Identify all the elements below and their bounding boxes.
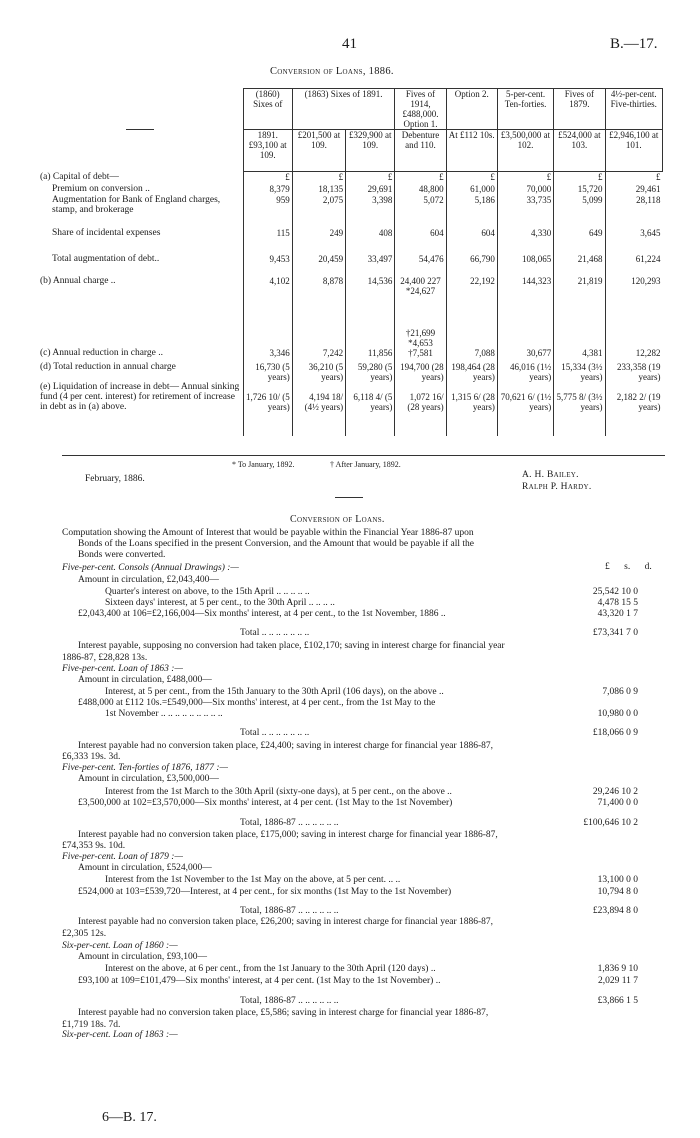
computation-amount: £3,866 1 5 [594,996,638,1007]
table-cell: 120,293 [605,270,662,324]
table-cell: 604 [395,228,446,248]
footnote-star: * To January, 1892. [232,460,295,469]
computation-line: Five-per-cent. Consols (Annual Drawings) :— [62,563,239,573]
computation-line: Interest on the above, at 6 per cent., from the 1st January to the 30th April (120 days) .. [105,964,436,974]
table-cell: 3,645 [605,228,662,248]
computation-line: £3,500,000 at 102=£3,570,000—Six months' interest, at 4 per cent. (1st May to the 1st November) [78,798,453,808]
col-head-6: 5-per-cent. Ten-forties. [497,89,553,130]
computation-line: Five-per-cent. Ten-forties of 1876, 1877 :— [62,763,228,773]
lsd-header: £ s. d. [605,562,652,572]
table-cell: 16,730 (5 years) [243,358,292,382]
computation-line: £488,000 at £112 10s.=£549,000—Six months' interest, at 4 per cent., from the 1st May to the [78,698,436,708]
computation-intro: Computation showing the Amount of Interest that would be payable within the Financial Year 1886-87 upon [62,528,474,538]
currency-symbol: £ [446,172,497,184]
col-sub-1: 1891. £93,100 at 109. [243,130,292,172]
row-label-premium: Premium on conversion .. [52,183,150,194]
col-sub-4: Debenture and 110. [395,130,446,172]
currency-symbol: £ [292,172,345,184]
computation-line: Interest from the 1st March to the 30th April (sixty-one days), at 5 per cent., on the above .. [105,787,452,797]
table-bottom-rule [62,455,665,456]
table-cell: 198,464 (28 years) [446,358,497,382]
computation-line: Quarter's interest on above, to the 15th April .. .. .. .. .. [105,587,310,597]
computation-line: Interest payable had no conversion taken place, £26,200; saving in interest charge for financial year 1886-87, [78,917,494,927]
computation-line: Six-per-cent. Loan of 1863 :— [62,1030,178,1040]
table-cell: 61,224 [605,248,662,270]
row-label-liquidation: (e) Liquidation of increase in debt— Annual sinking fund (4 per cent. interest) for retirement of increase in debt as in (a) above. [40,381,240,412]
table-cell: 5,099 [554,195,605,228]
table-cell: 959 [243,195,292,228]
computation-amount: 25,542 10 0 [589,587,638,598]
table-cell: 604 [446,228,497,248]
table-cell: 4,330 [497,228,553,248]
table-cell: 36,210 (5 years) [292,358,345,382]
computation-line: £6,333 19s. 3d. [62,752,121,762]
computation-line: Five-per-cent. Loan of 1863 :— [62,664,183,674]
currency-symbol: £ [243,172,292,184]
table-cell: 1,726 10/ (5 years) [243,382,292,436]
computation-amount: 2,029 11 7 [594,976,638,987]
table-cell: 1,315 6/ (28 years) [446,382,497,436]
table-cell: 70,000 [497,184,553,195]
computation-line: Sixteen days' interest, at 5 per cent., to the 30th April .. .. .. .. [105,598,335,608]
computation-line: Interest from the 1st November to the 1st May on the above, at 5 per cent. .. .. [105,875,401,885]
computation-amount: 10,794 8 0 [594,887,638,898]
computation-line: Interest payable, supposing no conversion had taken place, £102,170; saving in interest charge for financial year [78,641,505,651]
col-head-4: Fives of 1914, £488,000. Option 1. [395,89,446,130]
table-cell: 14,536 [346,270,395,324]
computation-line: £524,000 at 103=£539,720—Interest, at 4 per cent., for six months (1st May to the 1st November) [78,887,452,897]
table-cell: 28,118 [605,195,662,228]
table-cell: 649 [554,228,605,248]
table-cell: 4,194 18/ (4½ years) [292,382,345,436]
computation-line: Interest payable had no conversion taken place, £5,586; saving in interest charge for financial year 1886-87, [78,1008,489,1018]
table-cell: 21,819 [554,270,605,324]
table-cell: 2,075 [292,195,345,228]
computation-line: Total .. .. .. .. .. .. .. [240,728,310,738]
document-reference: B.—17. [610,36,658,52]
computation-line: £74,353 9s. 10d. [62,841,126,851]
table-cell: 5,775 8/ (3½ years) [554,382,605,436]
computation-amount: 10,980 0 0 [594,709,638,720]
table-title: Conversion of Loans, 1886. [270,66,394,77]
table-cell: 4,381 [554,324,605,358]
computation-line: Interest payable had no conversion taken place, £24,400; saving in interest charge for financial year 1886-87, [78,741,494,751]
report-date: February, 1886. [85,474,145,484]
computation-amount: £100,646 10 2 [579,818,638,829]
computation-title: Conversion of Loans. [290,514,385,525]
computation-intro: Bonds of the Loans specified in the present Conversion, and the Amount that would be payable if all the [78,539,475,549]
table-cell: 408 [346,228,395,248]
col-head-5: Option 2. [446,89,497,130]
computation-line: Five-per-cent. Loan of 1879 :— [62,852,183,862]
table-cell: 144,323 [497,270,553,324]
computation-line: Total .. .. .. .. .. .. .. [240,628,310,638]
row-label-total-augmentation: Total augmentation of debt.. [52,253,160,264]
table-cell: 5,072 [395,195,446,228]
table-cell: 46,016 (1½ years) [497,358,553,382]
table-cell: †21,699 *4,653 †7,581 [395,324,446,358]
table-cell: 12,282 [605,324,662,358]
computation-line: Amount in circulation, £3,500,000— [78,774,219,784]
table-cell: 4,102 [243,270,292,324]
computation-amount: 7,086 0 9 [598,687,638,698]
computation-amount: £23,894 8 0 [589,906,638,917]
table-cell: 9,453 [243,248,292,270]
table-cell: 1,072 16/ (28 years) [395,382,446,436]
col-head-7: Fives of 1879. [554,89,605,130]
table-cell: 15,334 (3½ years) [554,358,605,382]
currency-symbol: £ [346,172,395,184]
table-cell: 66,790 [446,248,497,270]
table-cell: 6,118 4/ (5 years) [346,382,395,436]
table-cell: 24,400 227 *24,627 [395,270,446,324]
table-cell: 70,621 6/ (1½ years) [497,382,553,436]
col-sub-8: £2,946,100 at 101. [605,130,662,172]
computation-amount: 29,246 10 2 [589,787,638,798]
currency-symbol: £ [605,172,662,184]
computation-amount: 13,100 0 0 [594,875,638,886]
table-cell: 5,186 [446,195,497,228]
computation-line: Total, 1886-87 .. .. .. .. .. .. [240,818,339,828]
row-label-augmentation: Augmentation for Bank of England charges, stamp, and brokerage [52,194,221,215]
row-label-total-reduction: (d) Total reduction in annual charge [40,361,176,372]
table-cell: 29,461 [605,184,662,195]
table-cell: 29,691 [346,184,395,195]
table-cell: 3,346 [243,324,292,358]
table-cell: 18,135 [292,184,345,195]
computation-amount: 43,320 1 7 [594,609,638,620]
signatory-2: Ralph P. Hardy. [522,482,592,492]
table-cell: 22,192 [446,270,497,324]
table-cell: 15,720 [554,184,605,195]
table-cell: 108,065 [497,248,553,270]
table-cell: 8,878 [292,270,345,324]
table-cell: 33,497 [346,248,395,270]
currency-symbol: £ [395,172,446,184]
computation-line: £2,043,400 at 106=£2,166,004—Six months' interest, at 4 per cent., to the 1st November, 1886 .. [78,609,446,619]
computation-line: Amount in circulation, £488,000— [78,675,212,685]
table-cell: 2,182 2/ (19 years) [605,382,662,436]
table-cell: 8,379 [243,184,292,195]
table-cell: 21,468 [554,248,605,270]
row-label-annual-reduction: (c) Annual reduction in charge .. [40,347,164,358]
col-sub-6: £3,500,000 at 102. [497,130,553,172]
computation-amount: 4,478 15 5 [594,598,638,609]
section-divider [335,497,363,498]
currency-symbol: £ [497,172,553,184]
col-head-1: (1860) Sixes of [243,89,292,130]
col-sub-7: £524,000 at 103. [554,130,605,172]
col-sub-5: At £112 10s. [446,130,497,172]
table-cell: 233,358 (19 years) [605,358,662,382]
computation-line: £2,305 12s. [62,929,107,939]
table-cell: 249 [292,228,345,248]
table-cell: 33,735 [497,195,553,228]
computation-line: £1,719 18s. 7d. [62,1020,121,1030]
computation-line: Amount in circulation, £524,000— [78,863,212,873]
footnote-dagger: † After January, 1892. [330,460,401,469]
computation-line: Interest payable had no conversion taken place, £175,000; saving in interest charge for financial year 1886-87, [78,830,498,840]
computation-amount: £18,066 0 9 [589,728,638,739]
computation-amount: 1,836 9 10 [594,964,638,975]
table-cell: 3,398 [346,195,395,228]
table-cell: 115 [243,228,292,248]
computation-line: Total, 1886-87 .. .. .. .. .. .. [240,906,339,916]
col-head-8: 4½-per-cent. Five-thirties. [605,89,662,130]
table-cell: 7,242 [292,324,345,358]
computation-line: Amount in circulation, £93,100— [78,952,208,962]
row-label-capital: (a) Capital of debt— [40,171,119,182]
table-cell: 20,459 [292,248,345,270]
table-cell: 194,700 (28 years) [395,358,446,382]
page-footer-signature: 6—B. 17. [102,1110,157,1125]
table-cell: 54,476 [395,248,446,270]
computation-line: Interest, at 5 per cent., from the 15th January to the 30th April (106 days), on the above .. [105,687,444,697]
computation-line: Total, 1886-87 .. .. .. .. .. .. [240,996,339,1006]
table-cell: 59,280 (5 years) [346,358,395,382]
col-sub-3: £329,900 at 109. [346,130,395,172]
currency-symbol: £ [554,172,605,184]
computation-amount: £73,341 7 0 [589,628,638,639]
computation-line: Amount in circulation, £2,043,400— [78,575,219,585]
row-label-annual-charge: (b) Annual charge .. [40,275,116,286]
row-label-incidental: Share of incidental expenses [52,227,161,238]
col-head-2: (1863) Sixes of 1891. [292,89,395,130]
table-cell: 30,677 [497,324,553,358]
computation-line: 1886-87, £28,828 13s. [62,653,148,663]
signatory-1: A. H. Bailey. [522,470,579,480]
conversion-table [38,88,663,436]
computation-amount: 71,400 0 0 [594,798,638,809]
col-sub-2: £201,500 at 109. [292,130,345,172]
computation-intro: Bonds were converted. [78,550,166,560]
computation-line: Six-per-cent. Loan of 1860 :— [62,941,178,951]
table-cell: 48,800 [395,184,446,195]
table-cell: 7,088 [446,324,497,358]
page-number: 41 [342,36,357,52]
table-cell: 11,856 [346,324,395,358]
computation-line: £93,100 at 109=£101,479—Six months' interest, at 4 per cent. (1st May to the 1st November) .. [78,976,441,986]
computation-line: 1st November .. .. .. .. .. .. .. .. .. [105,709,223,719]
table-cell: 61,000 [446,184,497,195]
